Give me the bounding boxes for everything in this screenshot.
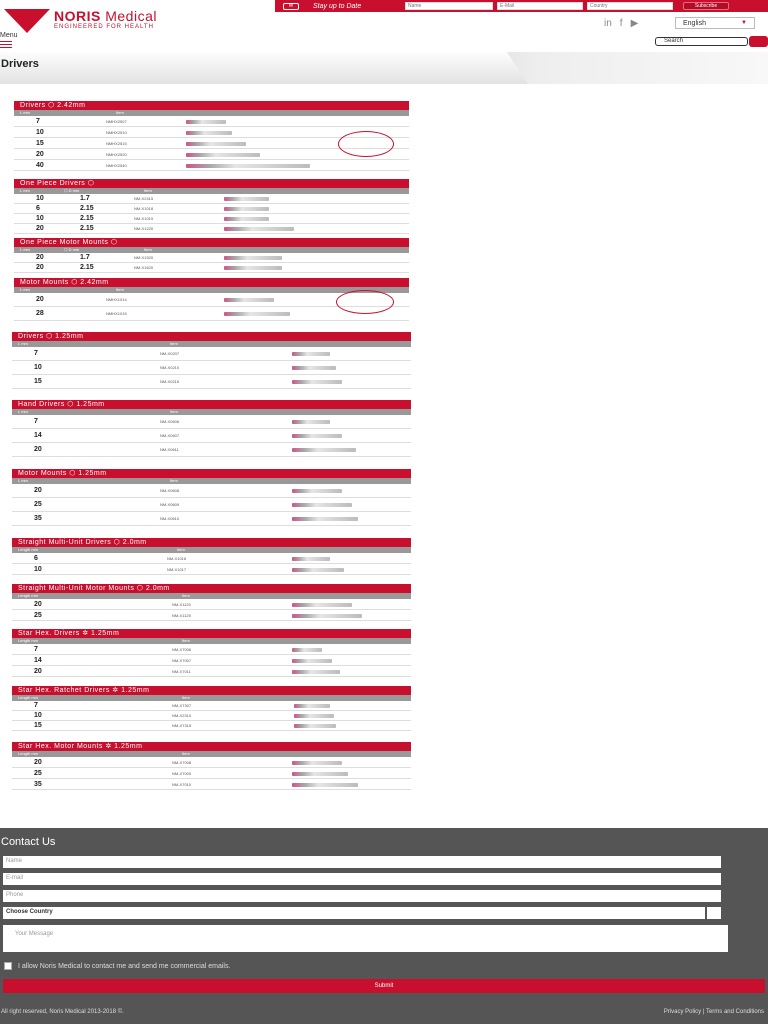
item-code: NM-X1220 <box>134 226 154 231</box>
length-value: 28 <box>36 310 44 317</box>
column-header: Item <box>116 110 124 115</box>
table-row <box>12 666 411 677</box>
table-row <box>14 194 409 204</box>
item-code: NM-X0610 <box>160 516 180 521</box>
section-title: Straight Multi-Unit Drivers ⬡ 2.0mm <box>12 538 411 547</box>
page-header-band <box>0 52 768 84</box>
section-title: Motor Mounts ⬡ 2.42mm <box>14 278 409 287</box>
column-header: ⬡ D mm <box>64 188 80 193</box>
length-value: 25 <box>34 612 42 619</box>
country-select[interactable]: Choose Country <box>3 907 705 919</box>
column-header: L mm <box>20 188 30 193</box>
column-header: Length mm <box>18 751 39 756</box>
driver-tool-image <box>292 783 358 787</box>
length-value: 20 <box>34 668 42 675</box>
section-title: One Piece Drivers ⬡ <box>14 179 409 188</box>
table-row <box>14 263 409 273</box>
column-header: Item <box>170 409 178 414</box>
column-header: L mm <box>18 478 28 483</box>
column-header: Item <box>182 593 190 598</box>
section-title: Motor Mounts ⬡ 1.25mm <box>12 469 411 478</box>
driver-tool-image <box>292 568 344 572</box>
contact-email-field[interactable]: E-mail <box>3 873 721 885</box>
driver-closeup-image <box>338 131 394 157</box>
table-row <box>12 711 411 721</box>
column-header: L mm <box>20 247 30 252</box>
driver-tool-image <box>224 207 269 211</box>
length-value: 25 <box>34 770 42 777</box>
contact-title: Contact Us <box>1 836 56 848</box>
logo-mark-icon <box>4 9 50 33</box>
item-code: NM-X1017 <box>167 567 187 572</box>
product-section <box>12 686 411 731</box>
driver-tool-image <box>294 724 336 728</box>
length-value: 15 <box>34 722 42 729</box>
driver-tool-image <box>186 153 260 157</box>
column-header: Item <box>116 287 124 292</box>
item-code: NM-X0207 <box>160 351 180 356</box>
table-row <box>12 415 411 429</box>
table-row <box>12 498 411 512</box>
item-code: NM-X0608 <box>160 488 180 493</box>
item-code: NMHX2520 <box>106 152 127 157</box>
footer <box>0 1004 768 1024</box>
noris-logo[interactable] <box>4 9 157 33</box>
section-title: Star Hex. Drivers ✲ 1.25mm <box>12 629 411 638</box>
envelope-icon: ✉ <box>283 3 299 10</box>
driver-tool-image <box>224 227 294 231</box>
item-code: NM-X7008 <box>172 760 192 765</box>
copyright-text: All right reserved, Noris Medical 2013-2018 ©. <box>1 1009 124 1015</box>
diameter-value: 1.7 <box>80 254 90 261</box>
driver-tool-image <box>292 517 358 521</box>
driver-tool-image <box>292 503 352 507</box>
item-code: NM-X0609 <box>160 502 180 507</box>
column-header: L mm <box>18 341 28 346</box>
item-code: NM-X7000 <box>172 771 192 776</box>
section-title: One Piece Motor Mounts ⬡ <box>14 238 409 247</box>
table-row <box>12 768 411 779</box>
contact-message-field[interactable]: Your Message <box>3 925 728 952</box>
table-row <box>12 429 411 443</box>
item-code: NMHX2515 <box>106 141 127 146</box>
newsletter-country-input[interactable] <box>587 2 673 10</box>
driver-tool-image <box>292 448 356 452</box>
contact-name-field[interactable]: Name <box>3 856 721 868</box>
driver-tool-image <box>292 420 330 424</box>
search-input[interactable]: Search <box>655 37 748 46</box>
length-value: 10 <box>34 566 42 573</box>
diameter-value: 2.15 <box>80 205 94 212</box>
page-title: Drivers <box>1 58 39 70</box>
length-value: 6 <box>34 555 38 562</box>
driver-tool-image <box>292 489 342 493</box>
logo-tagline: ENGINEERED FOR HEALTH <box>54 24 154 30</box>
item-code: NM-X7315 <box>172 723 192 728</box>
newsletter-bar <box>275 0 768 12</box>
table-row <box>12 375 411 389</box>
item-code: NMHX2510 <box>106 130 127 135</box>
length-value: 20 <box>36 151 44 158</box>
youtube-icon[interactable]: ▶ <box>630 18 639 29</box>
product-section <box>14 101 409 171</box>
length-value: 35 <box>34 515 42 522</box>
item-code: NM-X0611 <box>160 447 179 452</box>
item-code: NM-X7011 <box>172 669 191 674</box>
product-section <box>12 584 411 621</box>
diameter-value: 2.15 <box>80 264 94 271</box>
length-value: 20 <box>34 601 42 608</box>
column-header: Item <box>182 695 190 700</box>
item-code: NM-X1019 <box>134 216 154 221</box>
hamburger-icon <box>0 41 12 48</box>
product-section <box>12 538 411 575</box>
column-header: L mm <box>20 110 30 115</box>
length-value: 7 <box>34 350 38 357</box>
table-row <box>12 599 411 610</box>
newsletter-name-input[interactable] <box>405 2 493 10</box>
driver-tool-image <box>292 648 322 652</box>
search-button[interactable] <box>749 36 768 47</box>
driver-tool-image <box>186 164 310 168</box>
table-row <box>12 779 411 790</box>
chevron-down-icon: ▼ <box>741 20 747 26</box>
table-row <box>14 116 409 127</box>
table-row <box>14 224 409 234</box>
table-row <box>12 701 411 711</box>
length-value: 10 <box>34 712 42 719</box>
menu-button[interactable] <box>0 32 18 50</box>
column-header: Length mm <box>18 593 39 598</box>
item-code: NM-X7006 <box>172 647 192 652</box>
driver-tool-image <box>292 614 362 618</box>
item-code: NM-X0607 <box>160 433 180 438</box>
table-row <box>12 347 411 361</box>
product-section <box>12 332 411 389</box>
consent-label: I allow Noris Medical to contact me and send me commercial emails. <box>18 962 231 970</box>
table-row <box>12 443 411 457</box>
section-title: Drivers ⬡ 2.42mm <box>14 101 409 110</box>
consent-checkbox-row[interactable] <box>4 962 230 970</box>
driver-tool-image <box>224 298 274 302</box>
section-title: Straight Multi-Unit Motor Mounts ⬡ 2.0mm <box>12 584 411 593</box>
length-value: 20 <box>34 446 42 453</box>
section-title: Hand Drivers ⬡ 1.25mm <box>12 400 411 409</box>
subscribe-button[interactable]: Subscribe <box>683 2 729 10</box>
column-header: L mm <box>18 409 28 414</box>
driver-tool-image <box>294 704 330 708</box>
logo-wordmark: NORIS Medical <box>54 8 157 24</box>
facebook-icon[interactable]: f <box>619 18 623 29</box>
table-row <box>12 512 411 526</box>
item-code: NM-X7307 <box>172 703 192 708</box>
product-section <box>12 742 411 790</box>
driver-tool-image <box>292 434 342 438</box>
table-row <box>12 655 411 666</box>
length-value: 15 <box>36 140 44 147</box>
driver-tool-image <box>292 761 342 765</box>
length-value: 14 <box>34 432 42 439</box>
product-section <box>12 469 411 526</box>
column-header: Item <box>182 638 190 643</box>
contact-phone-field[interactable]: Phone <box>3 890 721 902</box>
length-value: 7 <box>34 646 38 653</box>
length-value: 20 <box>36 225 44 232</box>
driver-tool-image <box>186 142 246 146</box>
length-value: 15 <box>34 378 42 385</box>
product-section <box>14 179 409 234</box>
submit-button[interactable]: Submit <box>3 979 765 993</box>
item-code: NM-X2415 <box>134 196 154 201</box>
consent-checkbox[interactable] <box>4 962 12 970</box>
column-header: ⬡ D mm <box>64 247 80 252</box>
table-row <box>14 160 409 171</box>
driver-tool-image <box>224 312 290 316</box>
country-select-arrow[interactable] <box>707 907 721 919</box>
stay-up-to-date-label: Stay up to Date <box>313 2 362 10</box>
linkedin-icon[interactable]: in <box>604 18 612 29</box>
product-section <box>14 278 409 321</box>
product-section <box>14 238 409 273</box>
section-title: Star Hex. Ratchet Drivers ✲ 1.25mm <box>12 686 411 695</box>
length-value: 7 <box>34 702 38 709</box>
item-code: NMHX2540 <box>106 163 127 168</box>
length-value: 20 <box>36 264 44 271</box>
column-header: Item <box>144 247 152 252</box>
column-header: Item <box>177 547 185 552</box>
driver-tool-image <box>186 120 226 124</box>
diameter-value: 2.15 <box>80 225 94 232</box>
driver-tool-image <box>292 670 340 674</box>
length-value: 20 <box>36 296 44 303</box>
driver-tool-image <box>224 197 269 201</box>
table-row <box>12 644 411 655</box>
length-value: 10 <box>36 129 44 136</box>
driver-tool-image <box>224 256 282 260</box>
item-code: NM-X1016 <box>167 556 187 561</box>
newsletter-email-input[interactable] <box>497 2 583 10</box>
item-code: NM-X7010 <box>172 782 192 787</box>
table-row <box>12 553 411 564</box>
driver-tool-image <box>292 659 332 663</box>
length-value: 10 <box>36 195 44 202</box>
length-value: 35 <box>34 781 42 788</box>
driver-tool-image <box>292 352 330 356</box>
driver-tool-image <box>292 603 352 607</box>
table-row <box>14 204 409 214</box>
product-section <box>12 400 411 457</box>
menu-label: Menu <box>0 32 18 39</box>
driver-tool-image <box>224 217 269 221</box>
column-header: Item <box>144 188 152 193</box>
length-value: 10 <box>36 215 44 222</box>
diameter-value: 2.15 <box>80 215 94 222</box>
length-value: 7 <box>36 118 40 125</box>
diameter-value: 1.7 <box>80 195 90 202</box>
length-value: 10 <box>34 364 42 371</box>
language-value: English <box>683 19 706 27</box>
item-code: NM-X0215 <box>160 379 180 384</box>
table-row <box>12 721 411 731</box>
table-row <box>12 757 411 768</box>
length-value: 20 <box>36 254 44 261</box>
column-header: Item <box>182 751 190 756</box>
item-code: NMHX1014 <box>106 297 127 302</box>
column-header: Length mm <box>18 547 39 552</box>
length-value: 20 <box>34 487 42 494</box>
item-code: NM-X7007 <box>172 658 192 663</box>
driver-tool-image <box>292 366 336 370</box>
language-select[interactable] <box>675 17 755 29</box>
product-section <box>12 629 411 677</box>
length-value: 25 <box>34 501 42 508</box>
driver-tool-image <box>294 714 334 718</box>
item-code: NM-X0606 <box>160 419 180 424</box>
section-title: Drivers ⬡ 1.25mm <box>12 332 411 341</box>
driver-tool-image <box>292 772 348 776</box>
table-row <box>14 253 409 263</box>
table-row <box>12 564 411 575</box>
table-row <box>12 361 411 375</box>
item-code: NM-X1520 <box>134 255 154 260</box>
table-row <box>12 484 411 498</box>
driver-tool-image <box>292 557 330 561</box>
item-code: NM-X1018 <box>134 206 154 211</box>
length-value: 14 <box>34 657 42 664</box>
contact-section <box>0 828 768 1004</box>
column-header: Length mm <box>18 695 39 700</box>
driver-closeup-image <box>336 290 394 314</box>
item-code: NM-X2310 <box>172 713 192 718</box>
column-header: Item <box>170 341 178 346</box>
item-code: NMHX1015 <box>106 311 127 316</box>
item-code: NM-X1120 <box>172 602 191 607</box>
driver-tool-image <box>224 266 282 270</box>
item-code: NMHX2507 <box>106 119 127 124</box>
item-code: NM-X1125 <box>172 613 191 618</box>
column-header: L mm <box>20 287 30 292</box>
section-title: Star Hex. Motor Mounts ✲ 1.25mm <box>12 742 411 751</box>
column-header: Item <box>170 478 178 483</box>
driver-tool-image <box>292 380 342 384</box>
length-value: 7 <box>34 418 38 425</box>
social-links <box>604 18 638 29</box>
length-value: 6 <box>36 205 40 212</box>
driver-tool-image <box>186 131 232 135</box>
length-value: 40 <box>36 162 44 169</box>
item-code: NM-X1620 <box>134 265 154 270</box>
column-header: Length mm <box>18 638 39 643</box>
table-row <box>14 214 409 224</box>
table-row <box>12 610 411 621</box>
item-code: NM-X0210 <box>160 365 180 370</box>
footer-links[interactable]: Privacy Policy | Terms and Conditions <box>663 1009 764 1015</box>
length-value: 20 <box>34 759 42 766</box>
